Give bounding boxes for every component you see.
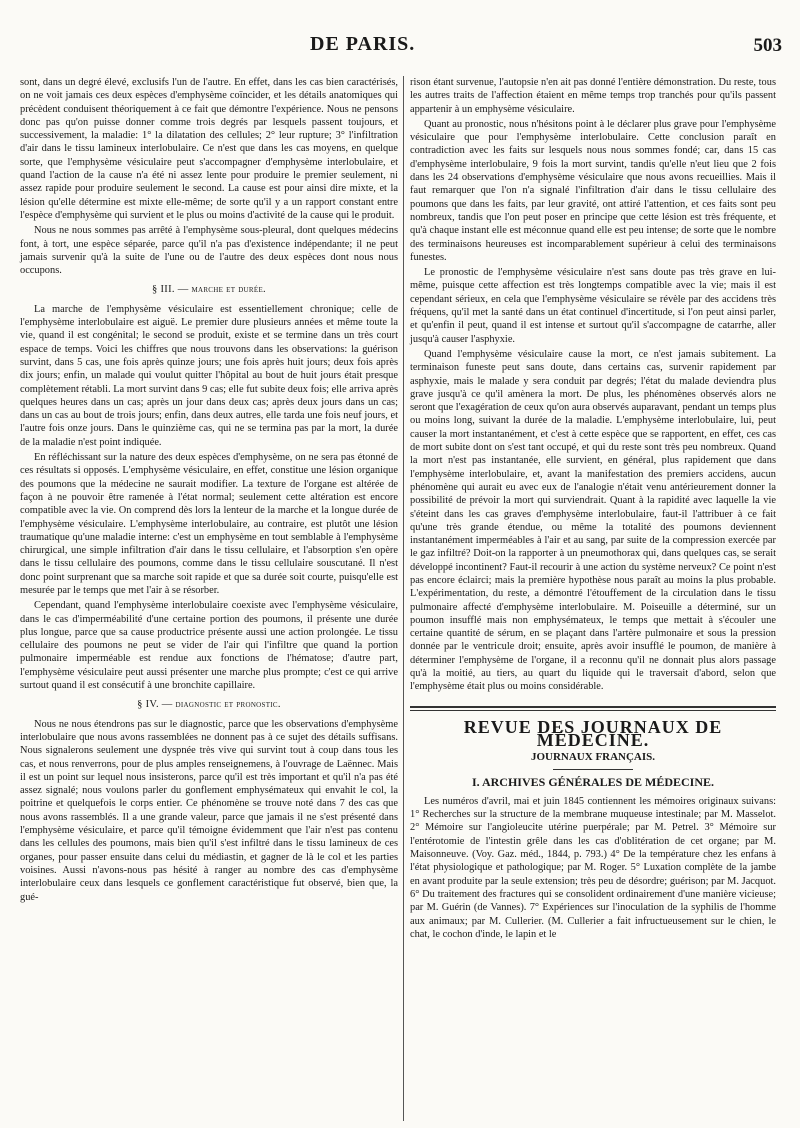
page-number: 503 (753, 35, 782, 56)
running-head: DE PARIS. (310, 33, 416, 55)
page-header (0, 0, 800, 70)
right-column (410, 76, 776, 943)
revue-section-heading: I. ARCHIVES GÉNÉRALES DE MÉDECINE. (471, 774, 715, 789)
paragraph: Cependant, quand l'emphysème interlobulaire coexiste avec l'emphysème vésiculaire, dans le cas d'imperméabilité d'une certaine portion des poumons, il présente une durée plus longue, parce que sa cause productrice présente aussi une action prolongée. Le tissu cellulaire des poumons ne peut se vider de l'air qui l'infiltre que quand la portion pulmonaire imperméable est rendue aux fonctions de l'hématose; d'autre part, l'emphysème vésiculaire peut aussi présenter une marche plus prompte; c'est ce qui arrive surtout quand il est consécutif à une bronchite capillaire. (20, 600, 398, 692)
paragraph: Le pronostic de l'emphysème vésiculaire n'est sans doute pas très grave en lui-même, puisque cette affection est très longtemps compatible avec la vie; mais il est cependant sérieux, en cela que l'emphysème vésiculaire se révèle par des accidens très fréquens, qu'il met la santé dans un état continuel d'incertitude, si l'on peut ainsi parler, et qu'enfin il peut, quand il est intense et surtout qu'il s'accompagne de catarrhe, aller jusqu'à causer l'asphyxie. (410, 267, 776, 345)
paragraph: Nous ne nous sommes pas arrêté à l'emphysème sous-pleural, dont quelques médecins font, à tort, une espèce séparée, parce qu'il n'a pas d'existence indépendante; il ne peut jamais survenir qu'à la suite de l'une ou de l'autre des deux espèces dont nous nous occupons. (20, 225, 398, 277)
paragraph: Quand l'emphysème vésiculaire cause la mort, ce n'est jamais subitement. La terminaison funeste peut sans doute, dans certains cas, survenir rapidement par asphyxie, mais le malade y sera conduit par degrés; l'état du malade deviendra plus grave jusqu'à ce qu'il amènera la mort. De plus, les phénomènes observés alors ne seront que l'exagération de ceux qu'on aura observés auparavant, pendant un temps plus ou moins long, suivant la durée de la maladie. L'emphysème interlobulaire, lui, peut causer la mort instantanément, et c'est à cette espèce que se rapportent, en effet, ces cas de mort subite dont on s'est tant occupé, et qui du reste sont très peu nombreux. Quand la mort n'est pas instantanée, elle survient, en général, plus rapidement que dans l'emphysème interlobulaire, et, avant la manifestation des premiers accidens, aucun phénomène qui aurait eu avec eux de l'analogie n'était venu antérieurement donner la possibilité de prévoir la mort qui surviendrait. Quant à la rapidité avec laquelle la vie s'éteint dans les cas graves d'emphysème interlobulaire, faut-il l'attribuer à ce fait qu'une très grande étendue, ou même la totalité des poumons deviennent instantanément imperméables à l'air et au sang, par suite de la compression exercée par le gaz infiltré? Doit-on la rapporter à un pneumothorax qui, dans quelques cas, se serait développé incontinent? Faut-il recourir à une action du système nerveux? Ce point n'est pas encore éclairci; mais la première hypothèse nous paraît au moins la plus probable. L'expérimentation, du reste, a démontré l'étouffement de la circulation dans le tissu pulmonaire affecté d'emphysème interlobulaire. M. Poiseuille a déterminé, sur un poumon insufflé mais non emphysémateux, le temps que mettait à s'écouler une certaine quantité de sérum, en se plaçant dans l'artère pulmonaire et sous la pression donnée par le ventricule droit; ensuite, après avoir insufflé le poumon, de manière à déterminer l'emphysème de l'organe, il a reconnu qu'il ne donnait plus alors passage qu'à la moitié, au tiers, au quart du liquide qui le traversait d'abord, selon que l'emphysème était plus ou moins considérable. (410, 348, 776, 693)
left-column (20, 76, 398, 906)
revue-title: REVUE DES JOURNAUX DE MÉDECINE. (463, 716, 723, 750)
paragraph: Les numéros d'avril, mai et juin 1845 contiennent les mémoires originaux suivans: 1° Recherches sur la structure de la membrane muqueuse intestinale; par M. Masselot. 2° Mémoire sur l'angioleucite utérine puerpérale; par M. Petrel. 3° Mémoire sur l'entérotomie de l'intestin grêle dans les cas d'oblitération de cet organe; par M. Maisonneuve. (Voy. Gaz. méd., 1844, p. 793.) 4° De la température chez les enfans à l'état physiologique et pathologique; par M. Roger. 5° Luxation complète de la jambe en avant produite par la seule extension; très peu de désordre; guérison; par M. Jacquot. 6° Du traitement des fractures qui se consolident ordinairement d'une manière vicieuse; par M. Guérin (de Vannes). 7° Expériences sur l'inoculation de la syphilis de l'homme aux animaux; par M. Cullerier. (M. Cullerier a fait infructueusement sur le chien, le chat, le cochon d'inde, le lapin et le (410, 795, 776, 940)
paragraph: La marche de l'emphysème vésiculaire est essentiellement chronique; celle de l'emphysème interlobulaire est aiguë. Le premier dure plusieurs années et même toute la vie, quand il est congénital; le second se produit, existe et se termine dans un très court espace de temps. Voici les chiffres que nous trouvons dans les observations: la guérison survint, dans 5 cas, une fois après quinze jours; une fois après huit jours; deux fois après dix jours; enfin, un malade qui voulut quitter l'hôpital au bout de huit jours était presque complètement rétabli. La mort survint dans 9 cas; elle fut subite deux fois; elle arriva après quelques heures dans un cas; après un jour dans deux cas; après deux jours dans un cas; dans un cas au bout de trois jours; enfin, dans deux autres, elle tarda une fois neuf jours, et l'autre fois onze jours. Dans le quinzième cas, qui ne se termina pas par la mort, la durée de la maladie n'est point indiquée. (20, 303, 398, 448)
section-divider (410, 706, 776, 711)
section-heading: § III. — marche et durée. (152, 284, 266, 296)
column-divider (403, 76, 404, 1121)
paragraph: Quant au pronostic, nous n'hésitons point à le déclarer plus grave pour l'emphysème vésiculaire que pour l'emphysème interlobulaire. Cette conclusion paraît en contradiction avec les faits sur lesquels nous nous sommes fondé; car, dans 15 cas d'emphysème interlobulaire, 9 fois la mort survint, tandis qu'elle n'eut lieu que 2 fois dans les 24 observations d'emphysème vésiculaire que nous avons recueillies. Mais il faut remarquer que l'on n'a signalé l'infiltration d'air dans le tissu cellulaire des poumons que dans les faits, par leur gravité, ont attiré l'attention, et ces faits sont peu nombreux, tandis que l'on peut poser en principe que cette lésion est très fréquente, et qu'à chaque instant elle est méconnue quand elle est peu intense; de sorte que le nombre des terminaisons heureuses est incomparablement supérieur à celui des terminaisons funestes. (410, 118, 776, 263)
revue-subtitle: JOURNAUX FRANÇAIS. (530, 751, 656, 764)
section-heading: § IV. — diagnostic et pronostic. (137, 699, 281, 711)
paragraph: rison étant survenue, l'autopsie n'en ait pas donné l'entière démonstration. Du reste, tous les autres traits de l'affection étaient en même temps trop tranchés pour qu'ils passent appartenir à un emphysème vésiculaire. (410, 77, 776, 115)
paragraph: sont, dans un degré élevé, exclusifs l'un de l'autre. En effet, dans les cas bien caractérisés, on ne voit jamais ces deux espèces d'emphysème coïncider, et les détails anatomiques qui précèdent conduisent théoriquement à ce fait que démontre l'expérience. Nous ne pensons donc pas qu'on puisse donner comme trois degrés par lesquels passent toujours, et successivement, la maladie: 1° la dilatation des cellules; 2° leur rupture; 3° l'infiltration d'air dans le tissu lamineux interlobulaire. Ce n'est que dans les cas moyens, en quelque sorte, que l'emphysème vésiculaire peut s'accompagner d'emphysème interlobulaire, et quand l'action de la cause n'a été ni assez lente pour produire le premier seulement, ni assez rapide pour produire seulement le second. La cause est pour ainsi dire mixte, et la lésion qu'elle détermine est mixte elle-même; de sorte qu'il y a un rapport constant entre l'espèce d'emphysème qui survient et le plus ou moins d'activité de la cause qui le produit. (20, 77, 398, 221)
short-divider (553, 769, 633, 770)
paragraph: Nous ne nous étendrons pas sur le diagnostic, parce que les observations d'emphysème interlobulaire que nous avons rassemblées ne donnent pas à ce sujet des détails suffisans. Nous signalerons seulement une dyspnée très vive qui survint tout à coup dans tous les cas, et nous renverrons, pour de plus amples renseignemens, à l'ouvrage de Laënnec. Mais il est un point sur lequel nous insisterons, parce qu'il est très important et qu'il n'a pas été assez signalé; nous voulons parler du gonflement emphysémateux qui envahit le col, la poitrine et quelquefois le corps entier. Ce phénomène se trouve noté dans 7 des cas que nous avons rassemblés. Il a une grande valeur, parce que jamais il ne s'est présenté dans l'emphysème vésiculaire, et parce qu'il témoigne évidemment que l'air n'est pas contenu dans les cellules des poumons, mais bien qu'il s'est infiltré dans le tissu lamineux de ces organes, pour passer ensuite dans celui du médiastin, et gagner de là le col et les parties voisines. Aussi n'avons-nous pas hésité à ranger au nombre des cas d'emphysème interlobulaire ceux dans lesquels ce gonflement caractéristique fut observé, bien que, la gué- (20, 718, 398, 903)
paragraph: En réfléchissant sur la nature des deux espèces d'emphysème, on ne sera pas étonné de ces résultats si opposés. L'emphysème vésiculaire, en effet, constitue une lésion organique des poumons que la médecine ne saurait modifier. La texture de l'organe est altérée de façon à ne pouvoir être ramenée à l'état normal; seulement cette altération est encore compatible avec la vie. On comprend dès lors la lenteur de la marche et la longue durée de l'emphysème vésiculaire. L'emphysème interlobulaire, au contraire, est plutôt une lésion traumatique qu'une maladie interne: c'est un emphysème en tout semblable à l'emphysème chirurgical, une simple infiltration d'air dans le tissu cellulaire, et l'absorption s'en opère dans le tissu cellulaire des poumons, comme dans le tissu cellulaire souscutané. Il n'est donc point surprenant que sa marche soit rapide et que sa durée soit courte, puisqu'elle est mesurée par le temps que met l'air à se résorber. (20, 452, 398, 596)
